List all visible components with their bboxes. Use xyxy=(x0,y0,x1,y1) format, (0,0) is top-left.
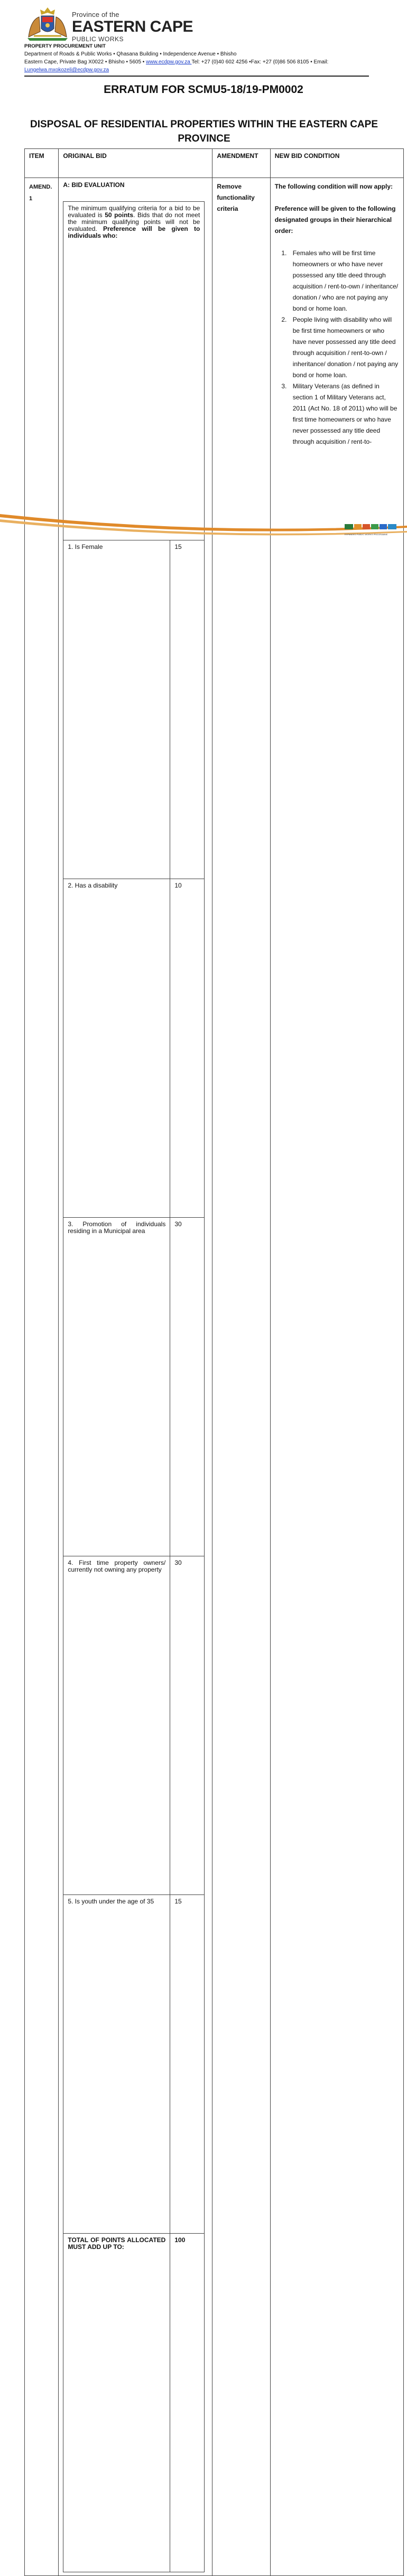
criteria-row: 5. Is youth under the age of 35 15 xyxy=(63,1895,205,2234)
document-title: ERRATUM FOR SCMU5-18/19-PM0002 xyxy=(104,83,303,96)
list-item: 1. Females who will be first time homeowners or who have never possessed any title deed through acquisition / rent-to-own / inheritance/ donation / who are not paying any bond or home loan. xyxy=(289,248,399,314)
criteria-intro: The minimum qualifying criteria for a bid to be evaluated is 50 points. Bids that do not meet the minimum qualifying points will not be evaluated. Preference will be given to individuals who: xyxy=(63,202,205,540)
list-item: 2. People living with disability who will be first time homeowners or who have never possessed any title deed through acquisition / rent-to-own / inheritance/ donation / not paying any bond or home loan. xyxy=(289,314,399,381)
criteria-row: 4. First time property owners/ currently not owning any property 30 xyxy=(63,1556,205,1895)
amendment-text: Remove functionality criteria xyxy=(217,183,255,212)
epwp-icons xyxy=(345,523,397,530)
new-condition-intro: The following condition will now apply: xyxy=(274,183,393,190)
original-bid-heading: A: BID EVALUATION xyxy=(63,181,125,189)
contact-block xyxy=(24,42,328,74)
website-link[interactable]: www.ecdpw.gov.za xyxy=(146,59,192,65)
criteria-table xyxy=(63,201,205,2572)
brand-block xyxy=(72,11,193,43)
list-item: 3. Military Veterans (as defined in section 1 of Military Veterans act, 2011 (Act No. 18 of 2011) who will be first time homeowners or who have never possessed any title deed through acquisition / rent-to- xyxy=(289,381,399,447)
criteria-row: 1. Is Female 15 xyxy=(63,540,205,879)
epwp-programme-text: EXPANDED PUBLIC WORKS PROGRAMME xyxy=(345,533,388,536)
province-line: Province of the xyxy=(72,11,119,18)
item-label: AMEND. 1 xyxy=(29,184,52,202)
criteria-total-row: TOTAL OF POINTS ALLOCATED MUST ADD UP TO: 100 xyxy=(63,2234,205,2572)
criteria-row: 2. Has a disability 10 xyxy=(63,879,205,1218)
header-original-bid: ORIGINAL BID xyxy=(59,149,212,178)
email-link[interactable]: Lungelwa.mxokozeli@ecdpw.gov.za xyxy=(24,67,109,73)
unit-name: PROPERTY PROCUREMENT UNIT xyxy=(24,43,106,49)
contact-line xyxy=(24,58,328,66)
header-amendment: AMENDMENT xyxy=(212,149,270,178)
header-item: ITEM xyxy=(25,149,59,178)
epwp-logo xyxy=(345,523,397,535)
department-name: PUBLIC WORKS xyxy=(72,35,124,43)
document-subtitle: DISPOSAL OF RESIDENTIAL PROPERTIES WITHIN THE EASTERN CAPE PROVINCE xyxy=(30,119,378,144)
header-divider xyxy=(24,76,369,77)
table-header-row xyxy=(25,149,404,178)
address-line: Department of Roads & Public Works • Qhasana Building • Independence Avenue • Bhisho xyxy=(24,51,237,57)
designated-groups-list xyxy=(275,248,399,447)
contact-prefix: Eastern Cape, Private Bag X0022 • Bhisho • 5605 • xyxy=(24,59,146,65)
province-name: EASTERN CAPE xyxy=(72,18,193,35)
new-condition-preference: Preference will be given to the following designated groups in their hierarchical order: xyxy=(274,205,396,235)
coat-of-arms-logo xyxy=(23,5,72,41)
contact-suffix: Tel: +27 (0)40 602 4256 •Fax: +27 (0)86 506 8105 • Email: xyxy=(191,59,329,65)
criteria-row: 3. Promotion of individuals residing in a Municipal area 30 xyxy=(63,1218,205,1556)
header-new-bid-condition: NEW BID CONDITION xyxy=(270,149,403,178)
